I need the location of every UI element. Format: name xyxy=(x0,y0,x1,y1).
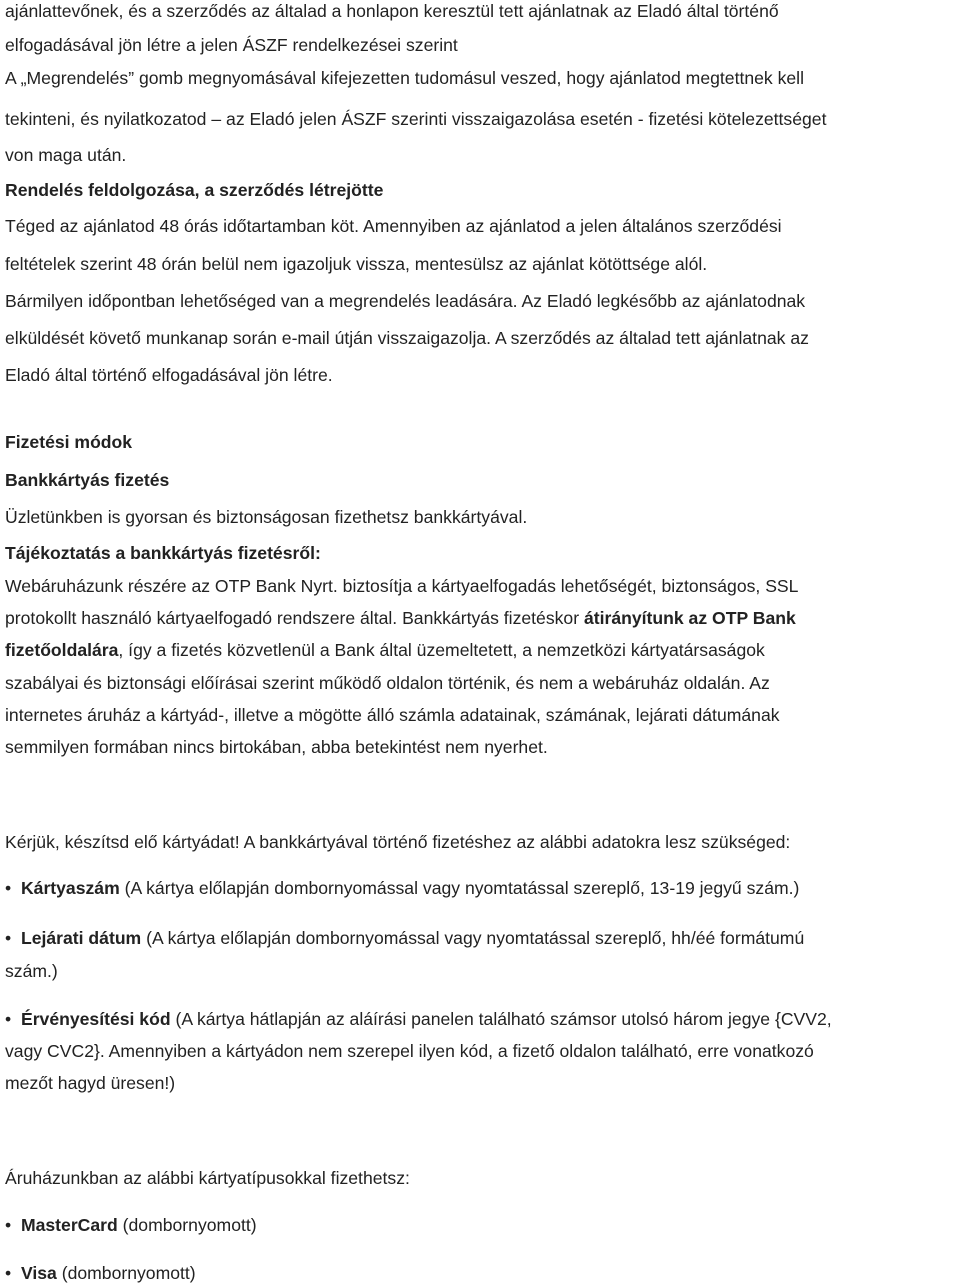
list-item xyxy=(5,1008,832,1030)
paragraph-line: Áruházunkban az alábbi kártyatípusokkal fizethetsz: xyxy=(5,1168,410,1188)
paragraph-line: Eladó által történő elfogadásával jön létre. xyxy=(5,365,333,385)
list-item-label: MasterCard xyxy=(20,1215,118,1235)
section-heading: Rendelés feldolgozása, a szerződés létrejötte xyxy=(5,180,384,200)
list-item-continuation: vagy CVC2}. Amennyiben a kártyádon nem szerepel ilyen kód, a fizető oldalon található, erre vonatkozó xyxy=(5,1041,814,1061)
list-item xyxy=(5,877,799,899)
paragraph-line xyxy=(5,639,765,661)
paragraph-line: von maga után. xyxy=(5,145,127,165)
paragraph-line: Webáruházunk részére az OTP Bank Nyrt. biztosítja a kártyaelfogadás lehetőségét, biztonságos, SSL xyxy=(5,576,799,596)
paragraph-line: tekinteni, és nyilatkozatod – az Eladó jelen ÁSZF szerinti visszaigazolása esetén - fizetési kötelezettséget xyxy=(5,109,827,129)
list-item-text: (A kártya előlapján dombornyomással vagy nyomtatással szereplő, 13-19 jegyű szám.) xyxy=(119,878,800,898)
list-item-label: Visa xyxy=(20,1263,57,1283)
info-heading: Tájékoztatás a bankkártyás fizetésről: xyxy=(5,543,321,563)
section-subheading: Bankkártyás fizetés xyxy=(5,470,170,490)
text-run: , így a fizetés közvetlenül a Bank által üzemeltetett, a nemzetközi kártyatársaságok xyxy=(118,640,765,660)
list-item-continuation: szám.) xyxy=(5,961,58,981)
list-item xyxy=(5,1262,196,1284)
paragraph-line: Kérjük, készítsd elő kártyádat! A bankkártyával történő fizetéshez az alábbi adatokra lesz szükséged: xyxy=(5,832,791,852)
list-item-label: Érvényesítési kód xyxy=(20,1009,171,1029)
list-item-label: Lejárati dátum xyxy=(20,928,142,948)
list-item-label: Kártyaszám xyxy=(20,878,120,898)
section-heading: Fizetési módok xyxy=(5,432,133,452)
paragraph-line: elküldését követő munkanap során e-mail útján visszaigazolja. A szerződés az általad tett ajánlatnak az xyxy=(5,328,809,348)
emphasis-text: fizetőoldalára xyxy=(5,640,119,660)
list-item xyxy=(5,1214,257,1236)
list-item-continuation: mezőt hagyd üresen!) xyxy=(5,1073,176,1093)
paragraph-line: Bármilyen időpontban lehetőséged van a megrendelés leadására. Az Eladó legkésőbb az ajánlatodnak xyxy=(5,291,806,311)
paragraph-line: Téged az ajánlatod 48 órás időtartamban köt. Amennyiben az ajánlatod a jelen általános szerződési xyxy=(5,216,782,236)
list-item-text: (A kártya hátlapján az aláírási panelen található számsor utolsó három jegye {CVV2, xyxy=(170,1009,832,1029)
paragraph-line: feltételek szerint 48 órán belül nem igazoljuk vissza, mentesülsz az ajánlat kötöttsége alól. xyxy=(5,254,708,274)
paragraph-line: ajánlattevőnek, és a szerződés az általad a honlapon keresztül tett ajánlatnak az Eladó által történő xyxy=(5,1,779,21)
list-item-text: (A kártya előlapján dombornyomással vagy nyomtatással szereplő, hh/éé formátumú xyxy=(141,928,805,948)
list-item-text: (dombornyomott) xyxy=(117,1215,257,1235)
list-item xyxy=(5,927,804,949)
paragraph-line: A „Megrendelés” gomb megnyomásával kifejezetten tudomásul veszed, hogy ajánlatod megtettnek kell xyxy=(5,68,805,88)
list-item-text: (dombornyomott) xyxy=(56,1263,196,1283)
paragraph-line: Üzletünkben is gyorsan és biztonságosan fizethetsz bankkártyával. xyxy=(5,507,528,527)
paragraph-line: elfogadásával jön létre a jelen ÁSZF rendelkezései szerint xyxy=(5,35,458,55)
paragraph-line: szabályai és biztonsági előírásai szerint működő oldalon történik, és nem a webáruház oldalán. Az xyxy=(5,673,770,693)
text-run: protokollt használó kártyaelfogadó rendszere által. Bankkártyás fizetéskor xyxy=(5,608,584,628)
paragraph-line: semmilyen formában nincs birtokában, abba betekintést nem nyerhet. xyxy=(5,737,548,757)
paragraph-line: internetes áruház a kártyád-, illetve a mögötte álló számla adatainak, számának, lejárati dátumának xyxy=(5,705,780,725)
paragraph-line xyxy=(5,607,796,629)
emphasis-text: átirányítunk az OTP Bank xyxy=(583,608,796,628)
